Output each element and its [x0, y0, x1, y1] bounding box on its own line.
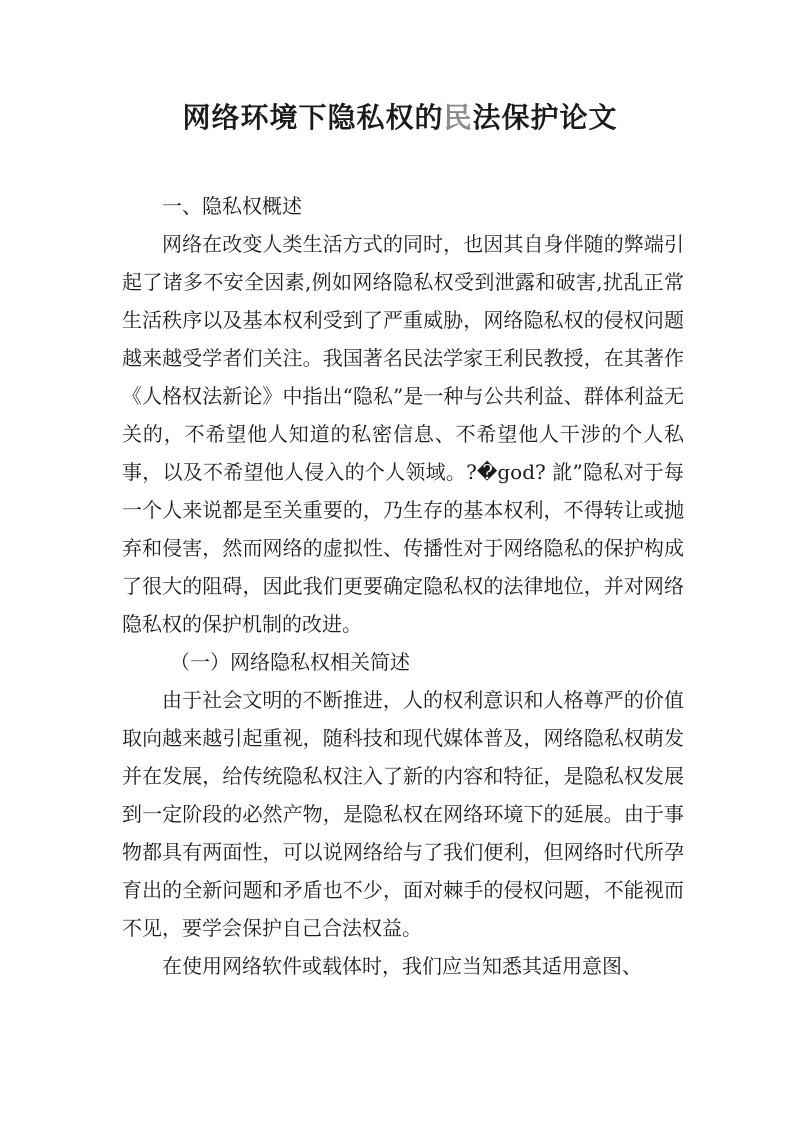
body-paragraph: 在使用网络软件或载体时，我们应当知悉其适用意图、 — [162, 954, 642, 978]
subsection-heading: （一）网络隐私权相关简述 — [170, 650, 410, 674]
title-highlighted-character: 民 — [443, 101, 473, 134]
section-heading: 一、隐私权概述 — [162, 194, 302, 218]
title-text-end: 法保护论文 — [472, 101, 618, 134]
body-paragraph: 网络在改变人类生活方式的同时，也因其自身伴随的弊端引起了诸多不安全因素,例如网络隐私权受到泄露和破害,扰乱正常生活秩序以及基本权利受到了严重威胁，网络隐私权的侵权问题越来越受学者们关注。我国著名民法学家王利民教授，在其著作《人格权法新论》中指出“隐私”是一种与公共利益、群体利益无关的，不希望他人知道的私密信息、不希望他人干涉的个人私事，以及不希望他人侵入的个人领域。?�god? 訛”隐私对于每一个人来说都是至关重要的，乃生存的基本权利，不得转让或抛弃和侵害，然而网络的虚拟性、传播性对于网络隐私的保护构成了很大的阻碍，因此我们更要确定隐私权的法律地位，并对网络隐私权的保护机制的改进。 — [122, 232, 684, 636]
document-title — [0, 98, 800, 138]
title-text-start: 网络环境下隐私权的 — [182, 101, 444, 134]
body-paragraph: 由于社会文明的不断推进，人的权利意识和人格尊严的价值取向越来越引起重视，随科技和现代媒体普及，网络隐私权萌发并在发展，给传统隐私权注入了新的内容和特征，是隐私权发展到一定阶段的必然产物，是隐私权在网络环境下的延展。由于事物都具有两面性，可以说网络给与了我们便利，但网络时代所孕育出的全新问题和矛盾也不少，面对棘手的侵权问题，不能视而不见，要学会保护自己合法权益。 — [122, 688, 684, 940]
document-body — [122, 187, 684, 985]
